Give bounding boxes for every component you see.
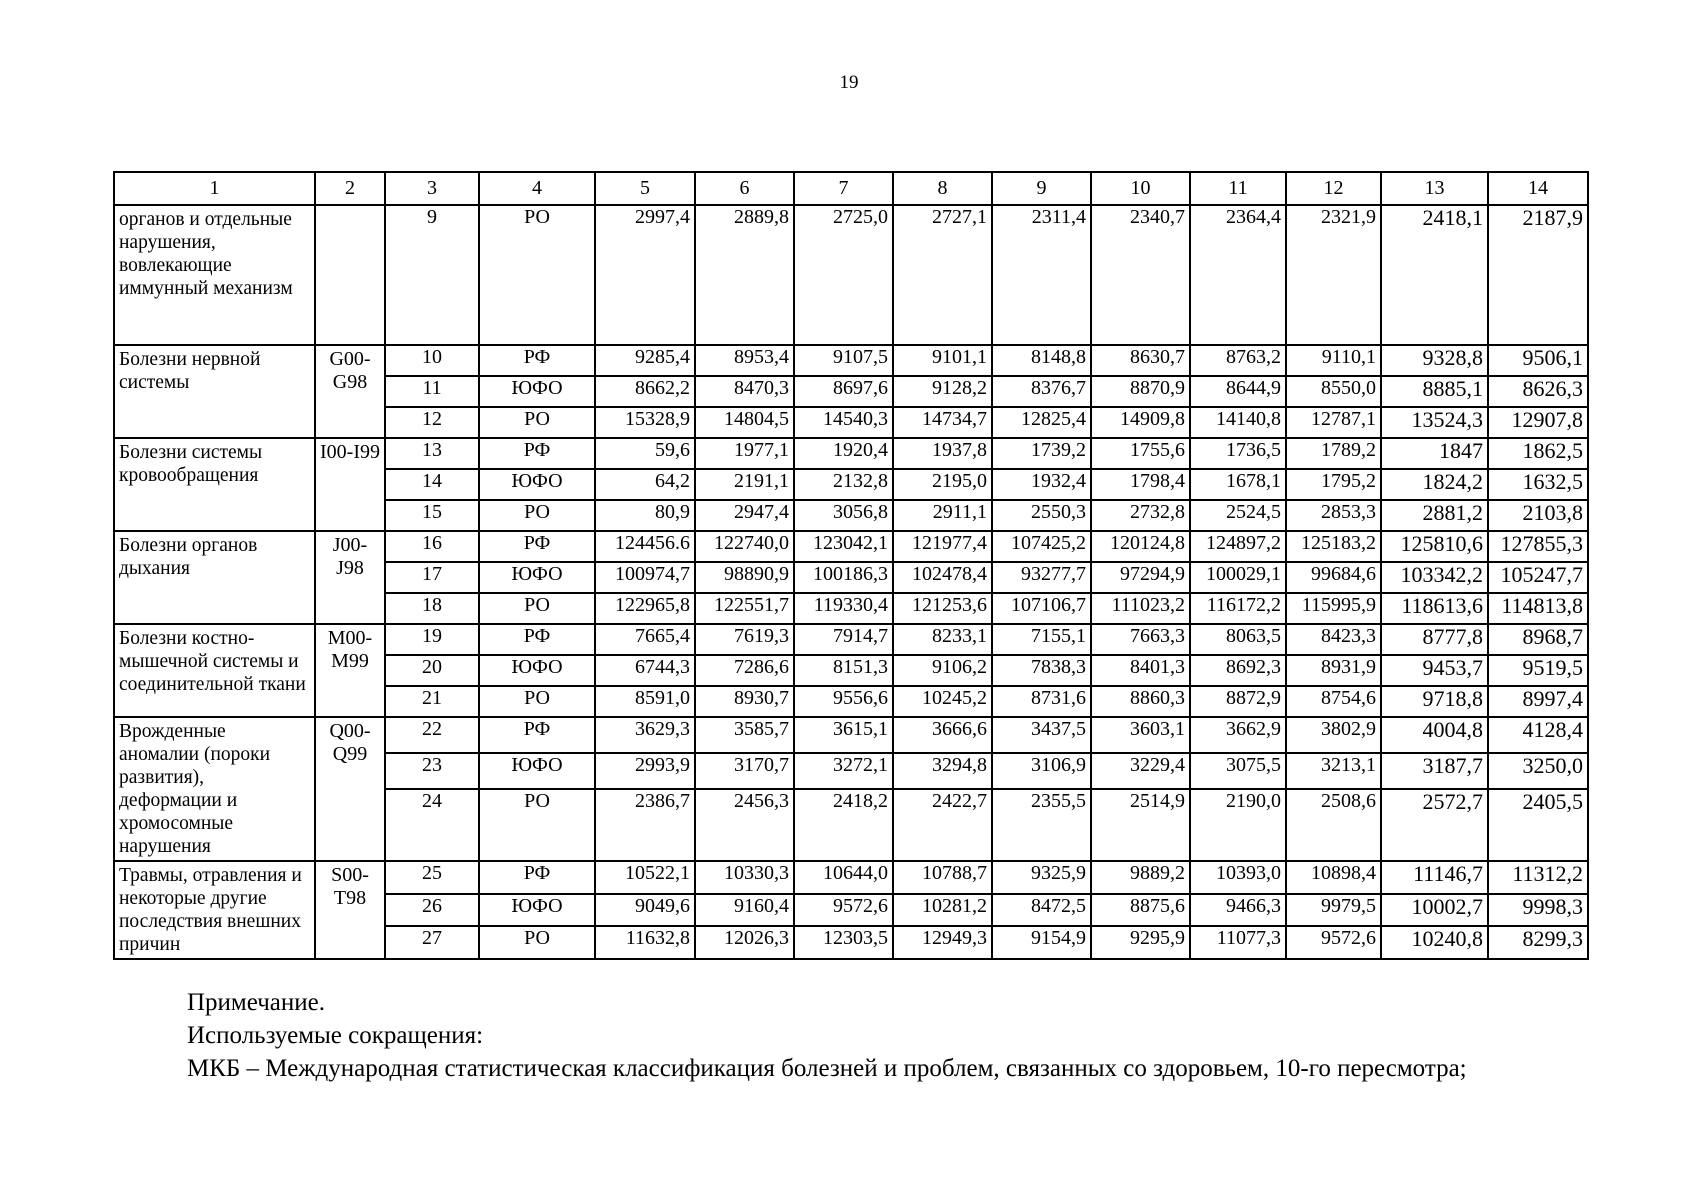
row-number-cell: 10 — [385, 345, 479, 376]
value-cell: 8063,5 — [1190, 624, 1286, 655]
table-header — [114, 172, 1588, 205]
icd-code-cell: Q00-Q99 — [315, 717, 385, 861]
value-cell: 2386,7 — [595, 789, 695, 861]
value-cell: 10281,2 — [893, 894, 992, 927]
value-cell: 1739,2 — [992, 438, 1091, 469]
value-cell: 1755,6 — [1091, 438, 1190, 469]
value-cell: 2418,2 — [794, 789, 893, 861]
value-cell: 98890,9 — [695, 562, 794, 593]
statistics-table — [113, 171, 1589, 960]
value-cell: 2355,5 — [992, 789, 1091, 861]
value-cell: 116172,2 — [1190, 593, 1286, 624]
table-row — [114, 205, 1588, 345]
value-cell: 10522,1 — [595, 861, 695, 894]
value-cell: 2725,0 — [794, 205, 893, 345]
value-cell: 8630,7 — [1091, 345, 1190, 376]
value-cell: 124897,2 — [1190, 531, 1286, 562]
value-cell: 7665,4 — [595, 624, 695, 655]
header-cell: 12 — [1286, 172, 1381, 205]
row-number-cell: 21 — [385, 686, 479, 717]
value-cell: 99684,6 — [1286, 562, 1381, 593]
row-number-cell: 14 — [385, 469, 479, 500]
value-cell: 3187,7 — [1381, 753, 1488, 789]
value-cell: 14140,8 — [1190, 407, 1286, 438]
value-cell: 1632,5 — [1488, 469, 1588, 500]
value-cell: 2418,1 — [1381, 205, 1488, 345]
value-cell: 119330,4 — [794, 593, 893, 624]
value-cell: 2187,9 — [1488, 205, 1588, 345]
value-cell: 2524,5 — [1190, 500, 1286, 531]
value-cell: 9295,9 — [1091, 926, 1190, 959]
value-cell: 122740,0 — [695, 531, 794, 562]
value-cell: 3075,5 — [1190, 753, 1286, 789]
value-cell: 8401,3 — [1091, 655, 1190, 686]
value-cell: 2132,8 — [794, 469, 893, 500]
header-cell: 6 — [695, 172, 794, 205]
value-cell: 12303,5 — [794, 926, 893, 959]
value-cell: 12026,3 — [695, 926, 794, 959]
row-number-cell: 13 — [385, 438, 479, 469]
value-cell: 9107,5 — [794, 345, 893, 376]
value-cell: 14909,8 — [1091, 407, 1190, 438]
value-cell: 2456,3 — [695, 789, 794, 861]
value-cell: 12949,3 — [893, 926, 992, 959]
abbreviation-mkb: МКБ – Международная статистическая классификация болезней и проблем, связанных со здоровьем, 10-го пересмотра; — [187, 1055, 1467, 1082]
value-cell: 3229,4 — [1091, 753, 1190, 789]
region-cell: РО — [479, 407, 595, 438]
value-cell: 7914,7 — [794, 624, 893, 655]
value-cell: 124456.6 — [595, 531, 695, 562]
region-cell: ЮФО — [479, 562, 595, 593]
region-cell: РФ — [479, 531, 595, 562]
value-cell: 2889,8 — [695, 205, 794, 345]
region-cell: РО — [479, 593, 595, 624]
table-row — [114, 345, 1588, 376]
value-cell: 9572,6 — [794, 894, 893, 927]
header-cell: 1 — [114, 172, 315, 205]
value-cell: 8930,7 — [695, 686, 794, 717]
value-cell: 8697,6 — [794, 376, 893, 407]
value-cell: 2853,3 — [1286, 500, 1381, 531]
notes — [113, 986, 1590, 1085]
value-cell: 8968,7 — [1488, 624, 1588, 655]
value-cell: 2405,5 — [1488, 789, 1588, 861]
value-cell: 1932,4 — [992, 469, 1091, 500]
value-cell: 11146,7 — [1381, 861, 1488, 894]
header-cell: 11 — [1190, 172, 1286, 205]
value-cell: 8591,0 — [595, 686, 695, 717]
value-cell: 1824,2 — [1381, 469, 1488, 500]
disease-cell: Болезни системы кровообращения — [114, 438, 315, 531]
row-number-cell: 9 — [385, 205, 479, 345]
region-cell: РО — [479, 205, 595, 345]
value-cell: 8875,6 — [1091, 894, 1190, 927]
value-cell: 2340,7 — [1091, 205, 1190, 345]
region-cell: ЮФО — [479, 894, 595, 927]
value-cell: 7619,3 — [695, 624, 794, 655]
value-cell: 1795,2 — [1286, 469, 1381, 500]
value-cell: 12825,4 — [992, 407, 1091, 438]
value-cell: 2993,9 — [595, 753, 695, 789]
value-cell: 102478,4 — [893, 562, 992, 593]
value-cell: 111023,2 — [1091, 593, 1190, 624]
value-cell: 107425,2 — [992, 531, 1091, 562]
row-number-cell: 18 — [385, 593, 479, 624]
value-cell: 9453,7 — [1381, 655, 1488, 686]
row-number-cell: 25 — [385, 861, 479, 894]
value-cell: 9998,3 — [1488, 894, 1588, 927]
value-cell: 9106,2 — [893, 655, 992, 686]
value-cell: 2364,4 — [1190, 205, 1286, 345]
value-cell: 8472,5 — [992, 894, 1091, 927]
disease-cell: Болезни органов дыхания — [114, 531, 315, 624]
value-cell: 8870,9 — [1091, 376, 1190, 407]
value-cell: 8763,2 — [1190, 345, 1286, 376]
value-cell: 3056,8 — [794, 500, 893, 531]
region-cell: ЮФО — [479, 753, 595, 789]
value-cell: 100974,7 — [595, 562, 695, 593]
value-cell: 9718,8 — [1381, 686, 1488, 717]
value-cell: 1798,4 — [1091, 469, 1190, 500]
region-cell: РО — [479, 686, 595, 717]
value-cell: 8777,8 — [1381, 624, 1488, 655]
value-cell: 14804,5 — [695, 407, 794, 438]
value-cell: 3615,1 — [794, 717, 893, 753]
note-title: Примечание. — [187, 989, 326, 1016]
value-cell: 2195,0 — [893, 469, 992, 500]
region-cell: РО — [479, 500, 595, 531]
value-cell: 1789,2 — [1286, 438, 1381, 469]
row-number-cell: 15 — [385, 500, 479, 531]
row-number-cell: 17 — [385, 562, 479, 593]
value-cell: 3585,7 — [695, 717, 794, 753]
region-cell: РО — [479, 789, 595, 861]
value-cell: 9154,9 — [992, 926, 1091, 959]
value-cell: 3666,6 — [893, 717, 992, 753]
value-cell: 10898,4 — [1286, 861, 1381, 894]
value-cell: 3170,7 — [695, 753, 794, 789]
icd-code-cell: I00-I99 — [315, 438, 385, 531]
value-cell: 120124,8 — [1091, 531, 1190, 562]
row-number-cell: 19 — [385, 624, 479, 655]
value-cell: 115995,9 — [1286, 593, 1381, 624]
value-cell: 8754,6 — [1286, 686, 1381, 717]
icd-code-cell — [315, 205, 385, 345]
value-cell: 105247,7 — [1488, 562, 1588, 593]
value-cell: 2311,4 — [992, 205, 1091, 345]
header-cell: 10 — [1091, 172, 1190, 205]
value-cell: 8860,3 — [1091, 686, 1190, 717]
table-row — [114, 531, 1588, 562]
value-cell: 3250,0 — [1488, 753, 1588, 789]
value-cell: 11632,8 — [595, 926, 695, 959]
icd-code-cell: S00-T98 — [315, 861, 385, 959]
value-cell: 121977,4 — [893, 531, 992, 562]
value-cell: 15328,9 — [595, 407, 695, 438]
row-number-cell: 27 — [385, 926, 479, 959]
header-cell: 8 — [893, 172, 992, 205]
value-cell: 14540,3 — [794, 407, 893, 438]
region-cell: ЮФО — [479, 469, 595, 500]
value-cell: 8953,4 — [695, 345, 794, 376]
value-cell: 7838,3 — [992, 655, 1091, 686]
value-cell: 2190,0 — [1190, 789, 1286, 861]
value-cell: 8731,6 — [992, 686, 1091, 717]
region-cell: РФ — [479, 861, 595, 894]
row-number-cell: 20 — [385, 655, 479, 686]
page-number: 19 — [839, 72, 859, 93]
region-cell: РФ — [479, 624, 595, 655]
value-cell: 8299,3 — [1488, 926, 1588, 959]
value-cell: 3629,3 — [595, 717, 695, 753]
disease-cell: органов и отдельные нарушения, вовлекающие иммунный механизм — [114, 205, 315, 345]
value-cell: 8626,3 — [1488, 376, 1588, 407]
value-cell: 2911,1 — [893, 500, 992, 531]
header-cell: 13 — [1381, 172, 1488, 205]
value-cell: 2514,9 — [1091, 789, 1190, 861]
disease-cell: Болезни костно-мышечной системы и соединительной ткани — [114, 624, 315, 717]
value-cell: 59,6 — [595, 438, 695, 469]
header-cell: 9 — [992, 172, 1091, 205]
header-cell: 14 — [1488, 172, 1588, 205]
value-cell: 2997,4 — [595, 205, 695, 345]
value-cell: 12907,8 — [1488, 407, 1588, 438]
value-cell: 3437,5 — [992, 717, 1091, 753]
region-cell: РФ — [479, 345, 595, 376]
value-cell: 127855,3 — [1488, 531, 1588, 562]
value-cell: 2321,9 — [1286, 205, 1381, 345]
value-cell: 1736,5 — [1190, 438, 1286, 469]
value-cell: 125810,6 — [1381, 531, 1488, 562]
row-number-cell: 24 — [385, 789, 479, 861]
value-cell: 114813,8 — [1488, 593, 1588, 624]
value-cell: 10644,0 — [794, 861, 893, 894]
value-cell: 12787,1 — [1286, 407, 1381, 438]
value-cell: 8148,8 — [992, 345, 1091, 376]
value-cell: 2727,1 — [893, 205, 992, 345]
icd-code-cell: J00-J98 — [315, 531, 385, 624]
value-cell: 100029,1 — [1190, 562, 1286, 593]
value-cell: 1847 — [1381, 438, 1488, 469]
value-cell: 10330,3 — [695, 861, 794, 894]
row-number-cell: 11 — [385, 376, 479, 407]
header-row — [114, 172, 1588, 205]
table-row — [114, 717, 1588, 753]
value-cell: 14734,7 — [893, 407, 992, 438]
value-cell: 93277,7 — [992, 562, 1091, 593]
value-cell: 10240,8 — [1381, 926, 1488, 959]
value-cell: 3662,9 — [1190, 717, 1286, 753]
value-cell: 123042,1 — [794, 531, 893, 562]
value-cell: 103342,2 — [1381, 562, 1488, 593]
value-cell: 2572,7 — [1381, 789, 1488, 861]
value-cell: 9572,6 — [1286, 926, 1381, 959]
header-cell: 7 — [794, 172, 893, 205]
row-number-cell: 23 — [385, 753, 479, 789]
value-cell: 11312,2 — [1488, 861, 1588, 894]
value-cell: 9466,3 — [1190, 894, 1286, 927]
table-row — [114, 624, 1588, 655]
value-cell: 9128,2 — [893, 376, 992, 407]
value-cell: 3213,1 — [1286, 753, 1381, 789]
value-cell: 1977,1 — [695, 438, 794, 469]
value-cell: 8885,1 — [1381, 376, 1488, 407]
value-cell: 122965,8 — [595, 593, 695, 624]
value-cell: 8931,9 — [1286, 655, 1381, 686]
value-cell: 3802,9 — [1286, 717, 1381, 753]
header-cell: 5 — [595, 172, 695, 205]
value-cell: 125183,2 — [1286, 531, 1381, 562]
value-cell: 9285,4 — [595, 345, 695, 376]
value-cell: 4004,8 — [1381, 717, 1488, 753]
value-cell: 8662,2 — [595, 376, 695, 407]
value-cell: 8872,9 — [1190, 686, 1286, 717]
value-cell: 9049,6 — [595, 894, 695, 927]
value-cell: 6744,3 — [595, 655, 695, 686]
icd-code-cell: G00-G98 — [315, 345, 385, 438]
value-cell: 9519,5 — [1488, 655, 1588, 686]
row-number-cell: 26 — [385, 894, 479, 927]
disease-cell: Травмы, отравления и некоторые другие последствия внешних причин — [114, 861, 315, 959]
value-cell: 4128,4 — [1488, 717, 1588, 753]
value-cell: 97294,9 — [1091, 562, 1190, 593]
abbreviations-heading: Используемые сокращения: — [187, 1022, 484, 1049]
value-cell: 2550,3 — [992, 500, 1091, 531]
value-cell: 122551,7 — [695, 593, 794, 624]
value-cell: 10788,7 — [893, 861, 992, 894]
header-cell: 3 — [385, 172, 479, 205]
value-cell: 9506,1 — [1488, 345, 1588, 376]
value-cell: 9325,9 — [992, 861, 1091, 894]
value-cell: 10245,2 — [893, 686, 992, 717]
disease-cell: Болезни нервной системы — [114, 345, 315, 438]
region-cell: РО — [479, 926, 595, 959]
value-cell: 9889,2 — [1091, 861, 1190, 894]
table-row — [114, 861, 1588, 894]
value-cell: 8423,3 — [1286, 624, 1381, 655]
value-cell: 80,9 — [595, 500, 695, 531]
value-cell: 1862,5 — [1488, 438, 1588, 469]
value-cell: 8692,3 — [1190, 655, 1286, 686]
region-cell: ЮФО — [479, 376, 595, 407]
table-row — [114, 438, 1588, 469]
value-cell: 3294,8 — [893, 753, 992, 789]
value-cell: 8233,1 — [893, 624, 992, 655]
value-cell: 9160,4 — [695, 894, 794, 927]
value-cell: 7155,1 — [992, 624, 1091, 655]
value-cell: 7286,6 — [695, 655, 794, 686]
header-cell: 2 — [315, 172, 385, 205]
value-cell: 13524,3 — [1381, 407, 1488, 438]
value-cell: 3603,1 — [1091, 717, 1190, 753]
row-number-cell: 22 — [385, 717, 479, 753]
disease-cell: Врожденные аномалии (пороки развития), деформации и хромосомные нарушения — [114, 717, 315, 861]
region-cell: РФ — [479, 717, 595, 753]
value-cell: 2508,6 — [1286, 789, 1381, 861]
value-cell: 3106,9 — [992, 753, 1091, 789]
value-cell: 107106,7 — [992, 593, 1091, 624]
value-cell: 9110,1 — [1286, 345, 1381, 376]
value-cell: 9328,8 — [1381, 345, 1488, 376]
value-cell: 1678,1 — [1190, 469, 1286, 500]
row-number-cell: 12 — [385, 407, 479, 438]
region-cell: РФ — [479, 438, 595, 469]
value-cell: 8550,0 — [1286, 376, 1381, 407]
value-cell: 10002,7 — [1381, 894, 1488, 927]
header-cell: 4 — [479, 172, 595, 205]
value-cell: 2422,7 — [893, 789, 992, 861]
table-body — [114, 205, 1588, 959]
value-cell: 64,2 — [595, 469, 695, 500]
value-cell: 3272,1 — [794, 753, 893, 789]
value-cell: 8997,4 — [1488, 686, 1588, 717]
value-cell: 8644,9 — [1190, 376, 1286, 407]
value-cell: 7663,3 — [1091, 624, 1190, 655]
value-cell: 9979,5 — [1286, 894, 1381, 927]
value-cell: 8376,7 — [992, 376, 1091, 407]
value-cell: 8151,3 — [794, 655, 893, 686]
value-cell: 11077,3 — [1190, 926, 1286, 959]
value-cell: 2881,2 — [1381, 500, 1488, 531]
value-cell: 2191,1 — [695, 469, 794, 500]
value-cell: 1937,8 — [893, 438, 992, 469]
icd-code-cell: M00-M99 — [315, 624, 385, 717]
value-cell: 9101,1 — [893, 345, 992, 376]
value-cell: 118613,6 — [1381, 593, 1488, 624]
value-cell: 2947,4 — [695, 500, 794, 531]
value-cell: 2732,8 — [1091, 500, 1190, 531]
value-cell: 2103,8 — [1488, 500, 1588, 531]
value-cell: 8470,3 — [695, 376, 794, 407]
value-cell: 121253,6 — [893, 593, 992, 624]
value-cell: 9556,6 — [794, 686, 893, 717]
value-cell: 10393,0 — [1190, 861, 1286, 894]
row-number-cell: 16 — [385, 531, 479, 562]
value-cell: 1920,4 — [794, 438, 893, 469]
region-cell: ЮФО — [479, 655, 595, 686]
value-cell: 100186,3 — [794, 562, 893, 593]
